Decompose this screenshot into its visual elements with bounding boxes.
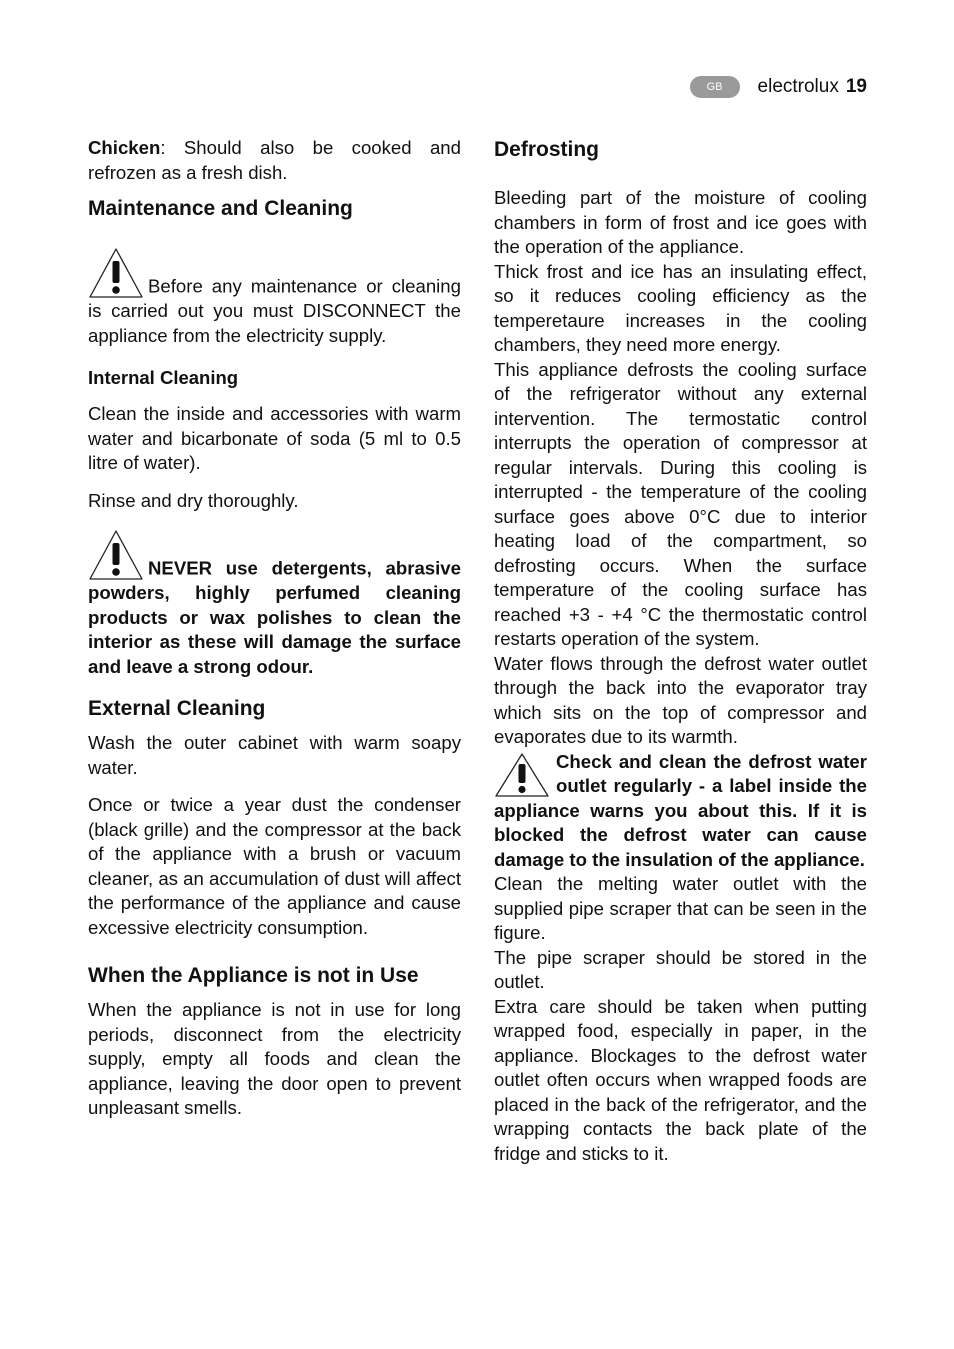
warning-disconnect: Before any maintenance or cleaning is carried out you must DISCONNECT the appliance from the electricity supply. bbox=[88, 247, 461, 348]
maintenance-title: Maintenance and Cleaning bbox=[88, 197, 353, 220]
defrosting-title: Defrosting bbox=[494, 138, 599, 161]
defrost-paragraph-5: Clean the melting water outlet with the supplied pipe scraper that can be seen in the figure. bbox=[494, 873, 867, 943]
language-badge: GB bbox=[690, 76, 740, 98]
external-cleaning-title: External Cleaning bbox=[88, 697, 266, 720]
external-cleaning-text-1: Wash the outer cabinet with warm soapy water. bbox=[88, 732, 461, 778]
internal-cleaning-title: Internal Cleaning bbox=[88, 367, 239, 388]
right-column bbox=[494, 136, 867, 1166]
defrost-paragraph-3: This appliance defrosts the cooling surface of the refrigerator without any external intervention. The termostatic control interrupts the operation of compressor at regular intervals. During this cooling is interrupted - the temperature of the cooling surface goes above 0°C due to interior heating load of the compartment, so defrosting occurs. When the surface temperature of the cooling surface has reached +3 - +4 °C the thermostatic control restarts operation of the system. bbox=[494, 358, 867, 649]
rinse-text: Rinse and dry thoroughly. bbox=[88, 489, 299, 511]
defrost-paragraph-4: Water flows through the defrost water outlet through the back into the evaporator tray which sits on the top of compressor and evaporates due to its warmth. bbox=[494, 652, 867, 747]
brand-name: electrolux bbox=[757, 76, 839, 97]
not-in-use-title: When the Appliance is not in Use bbox=[88, 964, 419, 987]
defrost-paragraph-2: Thick frost and ice has an insulating effect, so it reduces cooling efficiency as the temperetaure increases in the cooling chambers, they need more energy. bbox=[494, 260, 867, 355]
not-in-use-text: When the appliance is not in use for long periods, disconnect from the electricity supply, empty all foods and clean the appliance, leaving the door open to prevent unpleasant smells. bbox=[88, 999, 461, 1118]
internal-cleaning-text: Clean the inside and accessories with warm water and bicarbonate of soda (5 ml to 0.5 litre of water). bbox=[88, 403, 461, 473]
warning-triangle-icon bbox=[88, 529, 144, 581]
chicken-text: : Should also be cooked and refrozen as a fresh dish. bbox=[88, 137, 461, 183]
chicken-paragraph bbox=[88, 136, 461, 185]
chicken-label: Chicken bbox=[88, 137, 161, 158]
warning-triangle-icon bbox=[494, 752, 550, 798]
left-column bbox=[88, 136, 461, 1121]
warning-never-detergents: NEVER use detergents, abrasive powders, highly perfumed cleaning products or wax polishes to clean the interior as these will damage the surface and leave a strong odour. bbox=[88, 529, 461, 679]
defrost-paragraph-6: The pipe scraper should be stored in the outlet. bbox=[494, 946, 867, 992]
defrost-paragraph-7: Extra care should be taken when putting wrapped food, especially in paper, in the appliance. Blockages to the defrost water outlet often occurs when wrapped foods are placed in the back of the refrigerator, and the wrapping contacts the back plate of the fridge and sticks to it. bbox=[494, 995, 867, 1164]
page-header bbox=[690, 74, 867, 100]
defrost-paragraph-1: Bleeding part of the moisture of cooling chambers in form of frost and ice goes with the operation of the appliance. bbox=[494, 187, 867, 257]
warning-defrost-outlet: Check and clean the defrost water outlet regularly - a label inside the appliance warns you about this. If it is blocked the defrost water can cause damage to the insulation of the appliance. bbox=[494, 750, 867, 870]
warning-triangle-icon bbox=[88, 247, 144, 299]
external-cleaning-text-2: Once or twice a year dust the condenser (black grille) and the compressor at the back of the appliance with a brush or vacuum cleaner, as an accumulation of dust will affect the performance of the appliance and cause excessive electricity consumption. bbox=[88, 794, 461, 938]
page-number: 19 bbox=[845, 76, 867, 97]
